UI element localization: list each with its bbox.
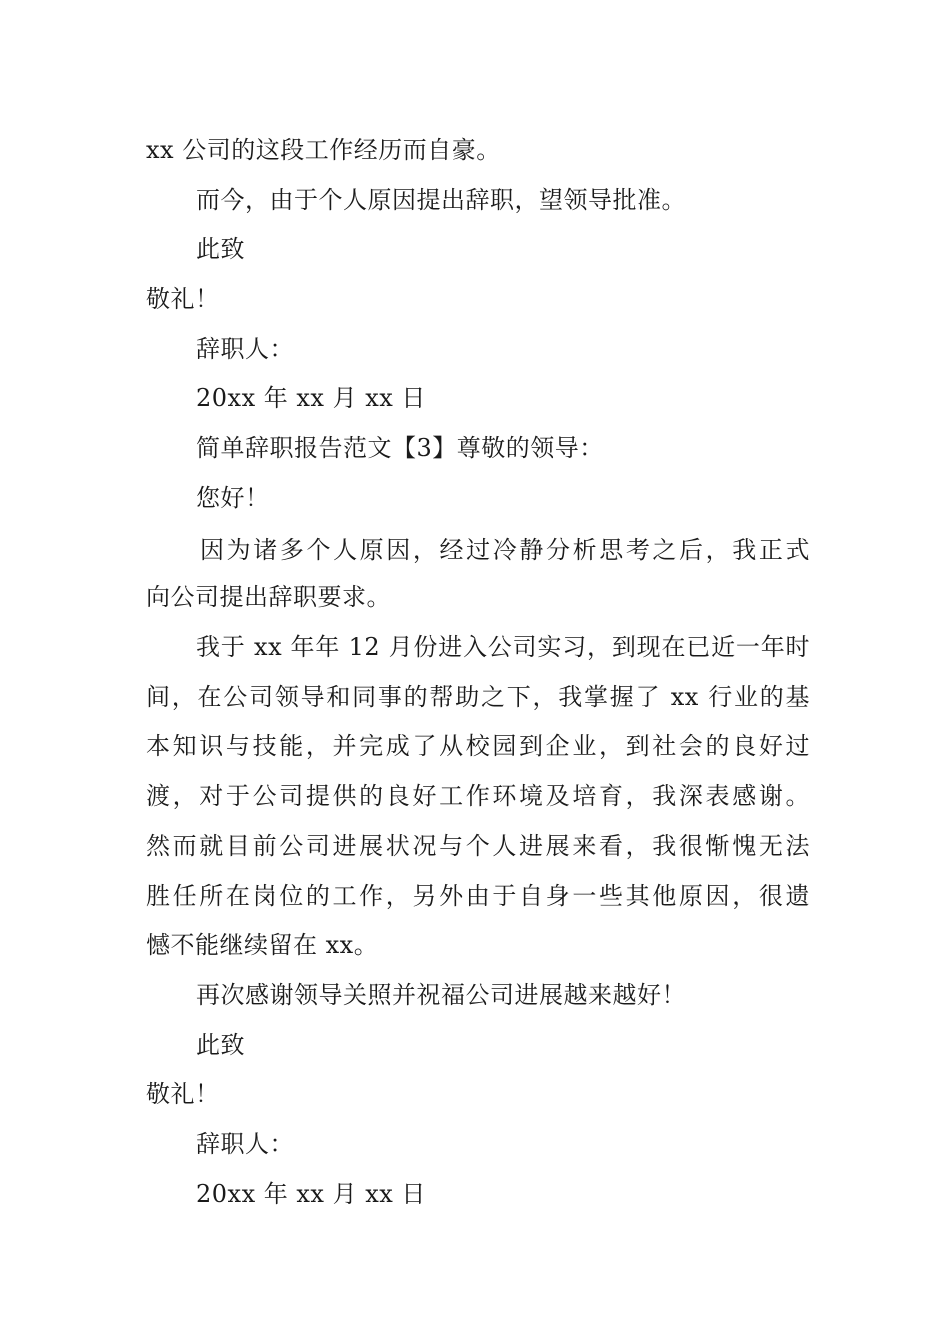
paragraph-line: 渡，对于公司提供的良好工作环境及培育，我深表感谢。 xyxy=(146,782,810,810)
signer-label: 辞职人： xyxy=(196,1130,294,1158)
paragraph-line: 向公司提出辞职要求。 xyxy=(146,583,391,611)
paragraph-line: 因为诸多个人原因，经过冷静分析思考之后，我正式 xyxy=(200,536,810,564)
salutation-line: 敬礼！ xyxy=(146,285,220,313)
greeting-line: 您好！ xyxy=(196,484,270,512)
paragraph-line: 间，在公司领导和同事的帮助之下，我掌握了 xx 行业的基 xyxy=(146,683,810,711)
date-line: 20xx 年 xx 月 xx 日 xyxy=(196,1180,426,1208)
paragraph-line: 我于 xx 年年 12 月份进入公司实习，到现在已近一年时 xyxy=(196,633,810,661)
paragraph-line: 再次感谢领导关照并祝福公司进展越来越好！ xyxy=(196,981,686,1009)
salutation-line: 敬礼！ xyxy=(146,1080,220,1108)
paragraph-line: 而今，由于个人原因提出辞职，望领导批准。 xyxy=(196,186,686,214)
paragraph-line: xx 公司的这段工作经历而自豪。 xyxy=(146,136,501,164)
closing-line: 此致 xyxy=(196,1031,245,1059)
paragraph-line: 憾不能继续留在 xx。 xyxy=(146,931,379,959)
date-line: 20xx 年 xx 月 xx 日 xyxy=(196,384,426,412)
paragraph-line: 胜任所在岗位的工作，另外由于自身一些其他原因，很遗 xyxy=(146,882,810,910)
signer-label: 辞职人： xyxy=(196,335,294,363)
paragraph-line: 然而就目前公司进展状况与个人进展来看，我很惭愧无法 xyxy=(146,832,810,860)
closing-line: 此致 xyxy=(196,235,245,263)
paragraph-line: 本知识与技能，并完成了从校园到企业，到社会的良好过 xyxy=(146,732,810,760)
section-heading: 简单辞职报告范文【3】尊敬的领导： xyxy=(196,434,604,462)
